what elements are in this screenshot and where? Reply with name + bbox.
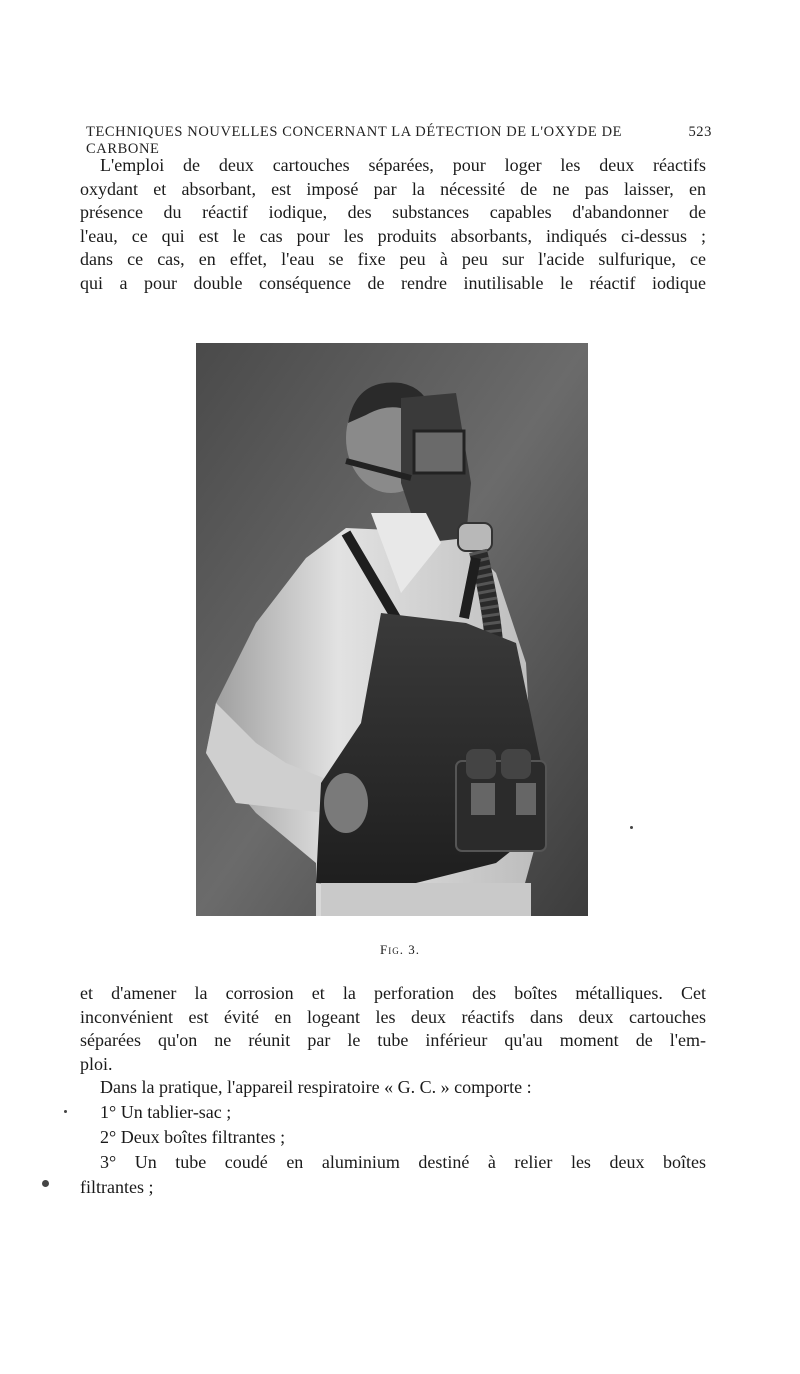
text-line: L'emploi de deux cartouches séparées, pour loger les deux réactifs <box>100 155 706 175</box>
text-line: inconvénient est évité en logeant les deux réactifs dans deux cartouches <box>80 1006 706 1027</box>
text-line: oxydant et absorbant, est imposé par la nécessité de ne pas laisser, en <box>80 178 706 199</box>
paragraph-bottom <box>80 982 706 1076</box>
ink-speck <box>64 1110 67 1113</box>
paragraph-top <box>80 154 706 295</box>
running-head <box>86 124 712 158</box>
text-line: dans ce cas, en effet, l'eau se fixe peu à peu sur l'acide sulfurique, ce <box>80 249 706 269</box>
figure-caption-text: Fig. 3. <box>380 942 420 957</box>
text-line: ploi. <box>80 1053 113 1074</box>
list-item: 1° Un tablier-sac ; <box>100 1102 232 1122</box>
list-intro: Dans la pratique, l'appareil respiratoire « G. C. » comporte : <box>100 1077 532 1097</box>
list-item: 2° Deux boîtes filtrantes ; <box>100 1127 286 1147</box>
ink-speck <box>42 1180 49 1187</box>
list-item: 3° Un tube coudé en aluminium destiné à relier les deux boîtes <box>100 1152 706 1172</box>
text-line: qui a pour double conséquence de rendre inutilisable le réactif iodique <box>80 272 706 293</box>
running-head-title: TECHNIQUES NOUVELLES CONCERNANT LA DÉTECTION DE L'OXYDE DE CARBONE <box>86 124 623 157</box>
text-line: présence du réactif iodique, des substances capables d'abandonner de <box>80 202 706 222</box>
text-line: et d'amener la corrosion et la perforation des boîtes métalliques. Cet <box>80 983 706 1003</box>
ink-speck <box>630 826 633 829</box>
figure-caption <box>0 942 800 958</box>
list-item: filtrantes ; <box>80 1177 154 1197</box>
text-line: séparées qu'on ne réunit par le tube inférieur qu'au moment de l'em- <box>80 1030 706 1050</box>
page-number: 523 <box>688 124 712 140</box>
gas-mask-photo <box>196 343 588 916</box>
figure-photograph <box>196 343 588 916</box>
text-line: l'eau, ce qui est le cas pour les produits absorbants, indiqués ci-dessus ; <box>80 225 706 246</box>
